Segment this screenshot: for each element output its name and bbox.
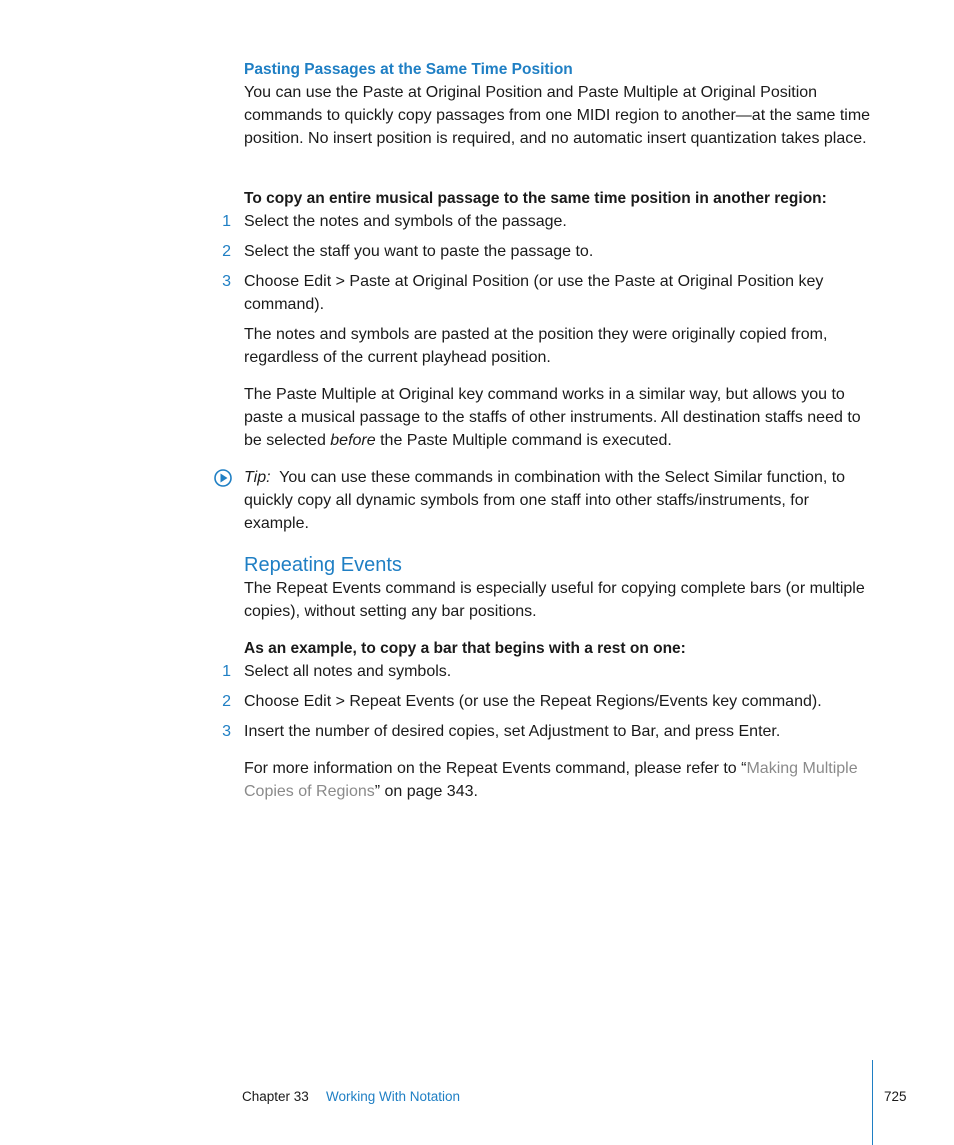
step-text: Choose Edit > Paste at Original Position (or use the Paste at Original Position key command). <box>244 273 824 313</box>
paragraph-text: the Paste Multiple command is executed. <box>375 432 672 449</box>
paragraph-text: ” on page 343. <box>374 783 478 800</box>
step-number: 3 <box>222 723 231 740</box>
footer-chapter-title: Working With Notation <box>326 1089 461 1104</box>
tip-label: Tip: <box>244 469 271 486</box>
section-intro-pasting: You can use the Paste at Original Position and Paste Multiple at Original Position commands to quickly copy passages from one MIDI region to another—at the same time position. No insert position is required, and no automatic insert quantization takes place. <box>244 84 871 147</box>
step-text: Insert the number of desired copies, set Adjustment to Bar, and press Enter. <box>244 723 781 740</box>
cross-reference-link[interactable]: Making Multiple Copies of Regions <box>244 760 858 800</box>
step-number: 1 <box>222 663 231 680</box>
step-number: 2 <box>222 243 231 260</box>
step-text: Select the notes and symbols of the passage. <box>244 213 567 230</box>
step-text: Select all notes and symbols. <box>244 663 452 680</box>
footer-chapter: Chapter 33 <box>242 1089 309 1104</box>
section-heading-pasting: Pasting Passages at the Same Time Position <box>244 61 573 78</box>
tip-arrow-icon <box>214 469 232 487</box>
paragraph-paste-multiple <box>244 383 874 452</box>
task-heading-copy-bar: As an example, to copy a bar that begins with a rest on one: <box>244 640 686 657</box>
paragraph-text: For more information on the Repeat Events command, please refer to “ <box>244 760 747 777</box>
step-result: The notes and symbols are pasted at the position they were originally copied from, regardless of the current playhead position. <box>244 326 828 366</box>
step-number: 3 <box>222 273 231 290</box>
emphasis-text: before <box>330 432 376 449</box>
step-text: Select the staff you want to paste the passage to. <box>244 243 594 260</box>
step-number: 1 <box>222 213 231 230</box>
step-text: Choose Edit > Repeat Events (or use the Repeat Regions/Events key command). <box>244 693 822 710</box>
tip-paragraph <box>244 466 874 535</box>
section-intro-repeating: The Repeat Events command is especially useful for copying complete bars (or multiple copies), without setting any bar positions. <box>244 580 865 620</box>
paragraph-text: The Paste Multiple at Original key command works in a similar way, but allows you to paste a musical passage to the staffs of other instruments. All destination staffs need to be selected <box>244 386 861 449</box>
footer-divider <box>872 1060 873 1145</box>
task-heading-copy-passage: To copy an entire musical passage to the same time position in another region: <box>244 190 827 207</box>
section-heading-repeating: Repeating Events <box>244 554 402 576</box>
step-number: 2 <box>222 693 231 710</box>
more-info-paragraph <box>244 757 874 803</box>
page-number: 725 <box>884 1089 907 1104</box>
tip-text: You can use these commands in combination with the Select Similar function, to quickly copy all dynamic symbols from one staff into other staffs/instruments, for example. <box>244 469 846 532</box>
